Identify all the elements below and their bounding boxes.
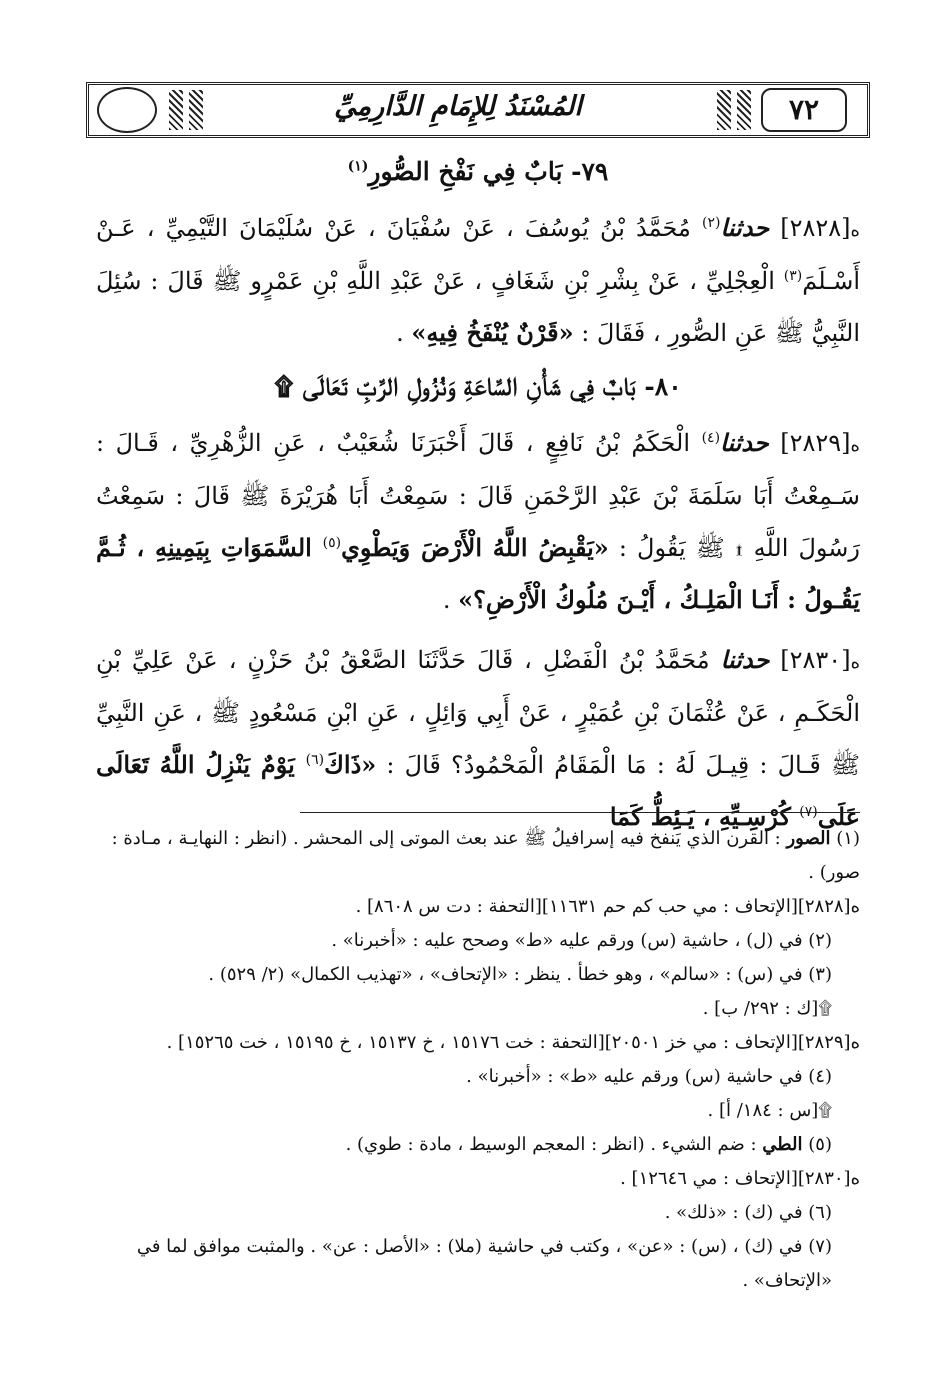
footnote-lead: (١) [830, 828, 860, 849]
footnote-text: ە[٢٨٢٨][الإتحاف : مي حب كم حم ١١٦٣١][التحفة : دت س ٨٦٠٨] . [355, 896, 860, 917]
footnotes-section [96, 822, 860, 1298]
isnad-text: مُحَمَّدُ بْنُ الْفَضْلِ ، قَالَ حَدَّثَنَا الصَّعْقُ بْنُ حَزْنٍ ، عَنْ عَلِيِّ بْنِ الْحَكَـمِ ، عَنْ عُثْمَانَ بْنِ عُمَيْرٍ ، عَنْ أَبِي وَائِلٍ ، عَنِ ابْنِ مَسْعُودٍ ﷺ ، عَنِ النَّبِيِّ ﷺ قَـالَ : قِيـلَ لَهُ : مَا الْمَقَامُ الْمَحْمُودُ؟ قَالَ : [96, 646, 860, 779]
footnote-fn7 [96, 1230, 860, 1298]
ornament-border [189, 90, 203, 130]
chapter-heading-79 [96, 150, 860, 194]
footnote-text: ۩[س : ١٨٤/ أ] . [707, 1100, 832, 1121]
ornament-border [169, 90, 183, 130]
footnote-ref: (١) [347, 158, 369, 175]
footnote-text: (٣) في (س) : «سالم» ، وهو خطأ . ينظر : «الإتحاف» ، «تهذيب الكمال» (٢/ ٥٢٩) . [208, 964, 832, 985]
page-number: ٧٢ [761, 88, 847, 132]
hadith-marker-icon: ە [850, 220, 860, 241]
footnote-ref: (٢) [701, 215, 721, 231]
matn-quote: كُرْسِـيِّهِ ، يَـئِطُّ كَمَا [609, 802, 800, 831]
chapter-title: ٧٩- بَابٌ فِي نَفْخِ الصُّورِ [368, 157, 609, 186]
chapter-heading-80 [96, 365, 860, 409]
isnad-text: الْحَكَمُ بْنُ نَافِعٍ ، قَالَ أَخْبَرَنَا شُعَيْبٌ ، عَنِ الزُّهْرِيِّ ، قَـالَ : سَـمِعْتُ أَبَا سَلَمَةَ بْنَ عَبْدِ الرَّحْمَنِ قَالَ : سَمِعْتُ أَبَا هُرَيْرَةَ ﷺ قَالَ : سَمِعْتُ رَسُولَ اللَّهِ ۩ ﷺ يَقُولُ : [96, 429, 861, 562]
footnote-ref: (٦) [305, 752, 325, 768]
hadith-number: [٢٨٢٨] [780, 214, 851, 242]
footnote-text: (٢) في (ل) ، حاشية (س) ورقم عليه «ط» وصحح عليه : «أخبرنا» . [331, 930, 832, 951]
chapter-title: ٨٠- بَابٌ فِي شَأْنِ السَّاعَةِ وَنُزُولِ الرَّبِّ تَعَالَى ۩ [274, 372, 682, 401]
isnad-text: مُحَمَّدُ بْنُ يُوسُفَ ، عَنْ سُفْيَانَ ، عَنْ سُلَيْمَانَ التَّيْمِيِّ ، عَـنْ أَسْـلَمَ [96, 214, 860, 295]
book-title: المُسْنَدُ لِلإِمَامِ الدَّارِمِيِّ [334, 91, 582, 122]
isnad-text: الْعِجْلِيِّ ، عَنْ بِشْرِ بْنِ شَغَافٍ ، عَنْ عَبْدِ اللَّهِ بْنِ عَمْرٍو ﷺ قَالَ : سُئِلَ النَّبِيُّ ﷺ عَنِ الصُّورِ ، فَقَالَ : [96, 267, 860, 347]
footnote-fn2 [96, 924, 860, 958]
footnote-text: (٦) في (ك) : «ذلك» . [664, 1202, 832, 1223]
haddathana-word: حدثنا [720, 213, 770, 242]
footnote-lead: (٥) [802, 1134, 832, 1155]
hadith-number: [٢٨٢٩] [780, 429, 851, 457]
matn-quote: «ذَاكَ [324, 750, 377, 779]
footnote-ref: (٣) [783, 268, 803, 284]
footnote-keyword: الطي [762, 1134, 803, 1155]
footnote-fn5 [96, 1128, 860, 1162]
matn-quote: «قَرْنٌ يُنْفَخُ فِيهِ» [411, 318, 574, 347]
footnote-fns1 [96, 1094, 860, 1128]
footnote-text: ە[٢٨٣٠][الإتحاف : مي ١٢٦٤٦] . [620, 1168, 860, 1189]
footnote-fn3 [96, 958, 860, 992]
haddathana-word: حدثنا [720, 645, 770, 674]
main-text [96, 150, 860, 843]
sentence-end: . [442, 586, 459, 614]
footnote-text: (٤) في حاشية (س) ورقم عليه «ط» : «أخبرنا» . [466, 1066, 832, 1087]
footnote-fn2829 [96, 1026, 860, 1060]
ornament-border [737, 90, 751, 130]
hadith-marker-icon: ە [850, 435, 860, 456]
matn-quote: السَّمَوَاتِ بِيَمِينِهِ ، ثُـمَّ يَقُـولُ : أَنَـا الْمَلِـكُ ، أَيْـنَ مُلُوكُ الْأَرْضِ؟» [96, 533, 860, 614]
footnote-ref: (٤) [701, 430, 721, 446]
running-header [86, 82, 870, 138]
hadith-2828 [96, 202, 860, 359]
footnote-fn1 [96, 822, 860, 890]
hadith-marker-icon: ە [850, 652, 860, 673]
footnote-fn4 [96, 1060, 860, 1094]
ornament-border [717, 90, 731, 130]
footnote-fn6 [96, 1196, 860, 1230]
matn-quote: يَوْمٌ يَنْزِلُ اللَّهُ تَعَالَى عَلَى [96, 750, 860, 831]
footnote-text: : القرن الذي يَنفخ فيه إسرافيلُ ﷺ عند بعث الموتى إلى المحشر . (انظر : النهايـة ، مـادة : صور) . [111, 828, 860, 883]
footnote-divider [300, 812, 860, 813]
footnote-keyword: الصور [786, 828, 831, 849]
haddathana-word: حدثنا [720, 428, 769, 457]
matn-quote: «يَقْبِضُ اللَّهُ الْأَرْضَ وَيَطْوِي [341, 533, 609, 562]
hadith-number: [٢٨٣٠] [780, 646, 851, 674]
footnote-fn2828 [96, 890, 860, 924]
footnote-text: (٧) في (ك) ، (س) : «عن» ، وكتب في حاشية (ملا) : «الأصل : عن» . والمثبت موافق لما في «الإتحاف» . [136, 1236, 832, 1291]
footnote-fn2830 [96, 1162, 860, 1196]
book-seal-logo [97, 87, 157, 133]
footnote-text: : ضم الشيء . (انظر : المعجم الوسيط ، مادة : طوي) . [345, 1134, 763, 1155]
sentence-end: . [396, 319, 412, 347]
footnote-text: ۩[ك : ٢٩٢/ ب] . [702, 998, 832, 1019]
hadith-2829 [96, 417, 860, 626]
footnote-ref: (٥) [322, 535, 342, 551]
footnote-fnk1 [96, 992, 860, 1026]
footnote-text: ە[٢٨٢٩][الإتحاف : مي خز ٢٠٥٠١][التحفة : خت ١٥١٧٦ ، خ ١٥١٣٧ ، خ ١٥١٩٥ ، خت ١٥٢٦٥] . [166, 1032, 860, 1053]
footnote-ref: (٧) [799, 804, 818, 820]
